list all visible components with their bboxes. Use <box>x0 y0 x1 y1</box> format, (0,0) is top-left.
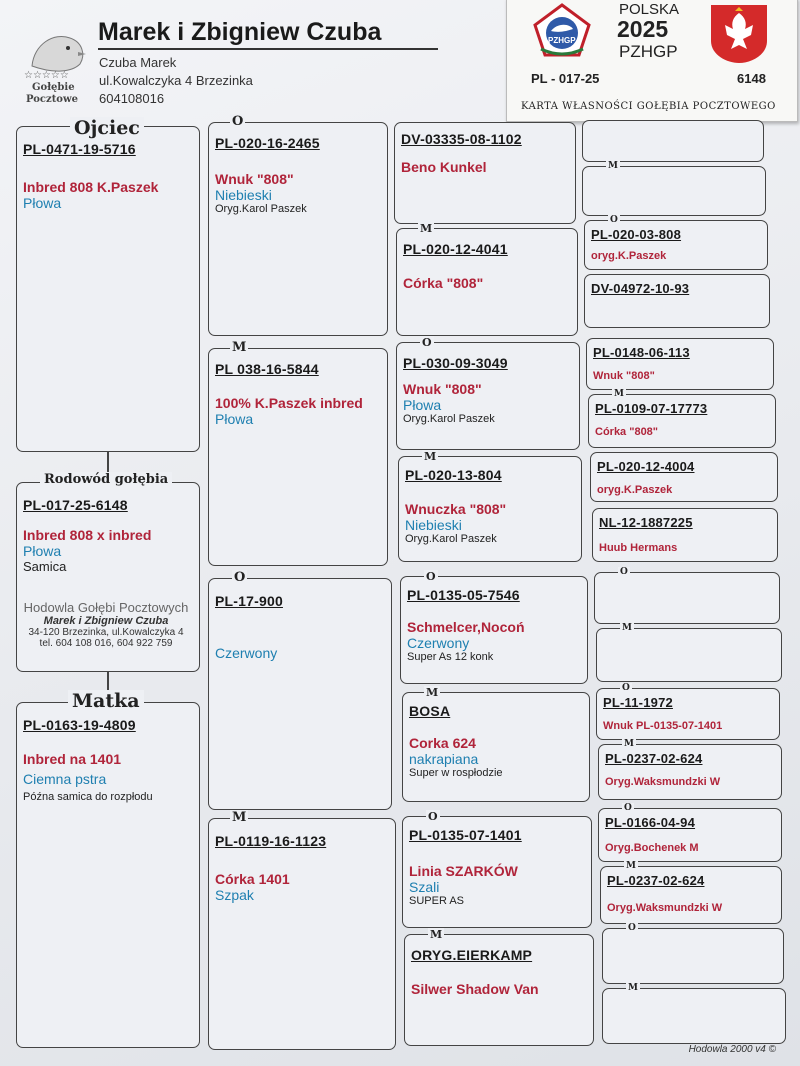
gen3-ring: PL-020-13-804 <box>405 467 502 483</box>
gen4-box <box>586 338 774 390</box>
gen4-desc: oryg.K.Paszek <box>597 484 673 496</box>
title-divider <box>98 48 438 50</box>
sex-label: O <box>622 683 630 693</box>
gen2-color: Niebieski <box>215 187 272 203</box>
pzhgp-badge-icon <box>533 3 591 57</box>
gen4-box <box>590 452 778 502</box>
gen3-color: Płowa <box>403 397 442 413</box>
gen4-box-empty <box>602 988 786 1044</box>
gen4-box-empty <box>582 120 764 162</box>
gen3-ring: PL-0135-05-7546 <box>407 587 520 603</box>
logo-text-1: Gołębie <box>32 82 75 93</box>
gen3-color: nakrapiana <box>409 751 479 767</box>
gen4-ring: PL-11-1972 <box>603 695 673 710</box>
gen4-ring: DV-04972-10-93 <box>591 281 690 296</box>
gen4-desc: Córka "808" <box>595 426 659 438</box>
gen4-box <box>584 274 770 328</box>
sex-label: O <box>426 570 436 583</box>
gen3-note: Oryg.Karol Paszek <box>405 533 497 545</box>
gen4-box-empty <box>602 928 784 984</box>
mother-note: Późna samica do rozpłodu <box>23 791 153 803</box>
sex-label: M <box>232 810 247 825</box>
breeder-line-1: Hodowla Gołębi Pocztowych <box>23 600 189 615</box>
gen2-ring: PL-17-900 <box>215 593 283 609</box>
sex-label: M <box>426 686 439 699</box>
gen3-desc: Wnuk "808" <box>403 381 482 397</box>
logo-text-2: Pocztowe <box>26 94 78 105</box>
gen3-box <box>400 576 588 684</box>
gen3-ring: PL-030-09-3049 <box>403 355 508 371</box>
gen3-box <box>402 692 590 802</box>
sex-label: O <box>628 923 636 933</box>
gen3-desc: Beno Kunkel <box>401 159 487 175</box>
card-caption: KARTA WŁASNOŚCI GOŁĘBIA POCZTOWEGO <box>521 101 776 112</box>
gen3-desc: Silwer Shadow Van <box>411 981 539 997</box>
gen2-ring: PL 038-16-5844 <box>215 361 319 377</box>
dam-dam-box <box>208 818 396 1050</box>
gen4-box <box>584 220 768 270</box>
subject-color: Płowa <box>23 543 62 559</box>
gen4-box-empty <box>596 628 782 682</box>
gen4-box-empty <box>594 572 780 624</box>
gen3-box <box>396 342 580 450</box>
card-number: 6148 <box>737 71 766 86</box>
sex-label: M <box>424 450 437 463</box>
gen3-desc: Corka 624 <box>409 735 476 751</box>
gen2-color: Czerwony <box>215 645 278 661</box>
gen3-color: Czerwony <box>407 635 470 651</box>
sex-label: M <box>622 623 632 633</box>
gen4-desc: Wnuk "808" <box>593 370 655 382</box>
gen4-desc: Huub Hermans <box>599 542 678 554</box>
card-ring: PL - 017-25 <box>531 71 600 86</box>
breeder-stamp <box>8 600 204 649</box>
footer-text: Hodowla 2000 v4 © <box>688 1044 776 1055</box>
father-label: Ojciec <box>70 117 144 139</box>
sex-label: M <box>608 161 618 171</box>
gen3-desc: Schmelcer,Nocoń <box>407 619 525 635</box>
mother-desc: Inbred na 1401 <box>23 751 122 767</box>
gen3-box <box>404 934 594 1046</box>
gen4-box <box>598 808 782 862</box>
owner-address: ul.Kowalczyka 4 Brzezinka <box>99 73 253 88</box>
gen3-box <box>394 122 576 224</box>
gen3-note: Oryg.Karol Paszek <box>403 413 495 425</box>
gen4-ring: PL-020-12-4004 <box>597 459 695 474</box>
sex-label: M <box>430 928 443 941</box>
sex-label: O <box>428 810 438 823</box>
sire-sire-box <box>208 122 388 336</box>
pedigree-label: Rodowód gołębia <box>40 472 172 487</box>
gen4-desc: Oryg.Waksmundzki W <box>605 776 721 788</box>
gen3-desc: Linia SZARKÓW <box>409 863 518 879</box>
ownership-card <box>506 0 798 122</box>
father-box <box>16 126 200 452</box>
sex-label: O <box>624 803 632 813</box>
subject-sex: Samica <box>23 559 67 574</box>
breeder-line-3: 34-120 Brzezinka, ul.Kowalczyka 4 <box>28 627 184 638</box>
gen4-box <box>596 688 780 740</box>
gen2-ring: PL-020-16-2465 <box>215 135 320 151</box>
breeder-line-2: Marek i Zbigniew Czuba <box>43 615 169 627</box>
gen3-color: Szali <box>409 879 440 895</box>
gen3-box <box>402 816 592 928</box>
gen4-ring: PL-0109-07-17773 <box>595 401 708 416</box>
card-org: PZHGP <box>619 42 678 61</box>
gen3-ring: ORYG.EIERKAMP <box>411 947 533 963</box>
sex-label: O <box>422 336 432 349</box>
badge-text: PZHGP <box>548 36 576 45</box>
sex-label: O <box>232 114 244 129</box>
sex-label: O <box>620 567 628 577</box>
sex-label: M <box>628 983 638 993</box>
pigeon-logo <box>24 26 94 106</box>
sex-label: M <box>626 861 636 871</box>
gen2-color: Szpak <box>215 887 254 903</box>
gen3-ring: PL-020-12-4041 <box>403 241 508 257</box>
sex-label: M <box>420 222 433 235</box>
sex-label: M <box>232 340 247 355</box>
page-title: Marek i Zbigniew Czuba <box>98 18 382 46</box>
gen4-ring: PL-020-03-808 <box>591 227 682 242</box>
gen4-ring: NL-12-1887225 <box>599 515 693 530</box>
sex-label: O <box>610 215 618 225</box>
mother-color: Ciemna pstra <box>23 771 107 787</box>
gen4-desc: Wnuk PL-0135-07-1401 <box>603 720 723 732</box>
gen2-note: Oryg.Karol Paszek <box>215 203 307 215</box>
sex-label: O <box>234 570 246 585</box>
father-desc: Inbred 808 K.Paszek <box>23 179 159 195</box>
gen4-box-empty <box>582 166 766 216</box>
gen4-ring: PL-0237-02-624 <box>605 751 703 766</box>
gen3-note: Super As 12 konk <box>407 651 494 663</box>
gen2-color: Płowa <box>215 411 254 427</box>
subject-ring: PL-017-25-6148 <box>23 497 128 513</box>
gen4-ring: PL-0166-04-94 <box>605 815 696 830</box>
gen3-desc: Córka "808" <box>403 275 484 291</box>
gen3-box <box>396 228 578 336</box>
card-year: 2025 <box>617 16 669 42</box>
mother-label: Matka <box>68 690 144 712</box>
subject-desc: Inbred 808 x inbred <box>23 527 152 543</box>
logo-stars: ☆☆☆☆☆ <box>24 70 69 81</box>
owner-phone: 604108016 <box>99 91 165 106</box>
gen2-desc: 100% K.Paszek inbred <box>215 395 363 411</box>
breeder-line-4: tel. 604 108 016, 604 922 759 <box>39 638 173 649</box>
gen4-ring: PL-0237-02-624 <box>607 873 705 888</box>
owner-name: Czuba Marek <box>99 55 177 70</box>
gen3-ring: BOSA <box>409 703 451 719</box>
mother-box <box>16 702 200 1048</box>
gen3-ring: DV-03335-08-1102 <box>401 131 522 147</box>
gen2-desc: Wnuk "808" <box>215 171 294 187</box>
dam-sire-box <box>208 578 392 810</box>
sex-label: M <box>624 739 634 749</box>
gen4-box <box>600 866 782 924</box>
gen4-box <box>598 744 782 800</box>
card-polska: POLSKA <box>619 1 680 18</box>
gen3-box <box>398 456 582 562</box>
gen4-box <box>588 394 776 448</box>
gen3-ring: PL-0135-07-1401 <box>409 827 522 843</box>
gen4-ring: PL-0148-06-113 <box>593 345 690 360</box>
gen4-box <box>592 508 778 562</box>
mother-ring: PL-0163-19-4809 <box>23 717 136 733</box>
father-color: Płowa <box>23 195 62 211</box>
gen3-note: Super w rospłodzie <box>409 767 503 779</box>
polish-eagle-icon <box>707 1 771 65</box>
gen3-color: Niebieski <box>405 517 462 533</box>
sire-dam-box <box>208 348 388 566</box>
gen2-desc: Córka 1401 <box>215 871 290 887</box>
gen3-desc: Wnuczka "808" <box>405 501 507 517</box>
sex-label: M <box>614 389 624 399</box>
gen3-note: SUPER AS <box>409 895 465 907</box>
gen4-desc: Oryg.Bochenek M <box>605 842 699 854</box>
gen2-ring: PL-0119-16-1123 <box>215 833 327 849</box>
father-ring: PL-0471-19-5716 <box>23 141 136 157</box>
gen4-desc: Oryg.Waksmundzki W <box>607 902 723 914</box>
gen4-desc: oryg.K.Paszek <box>591 250 667 262</box>
